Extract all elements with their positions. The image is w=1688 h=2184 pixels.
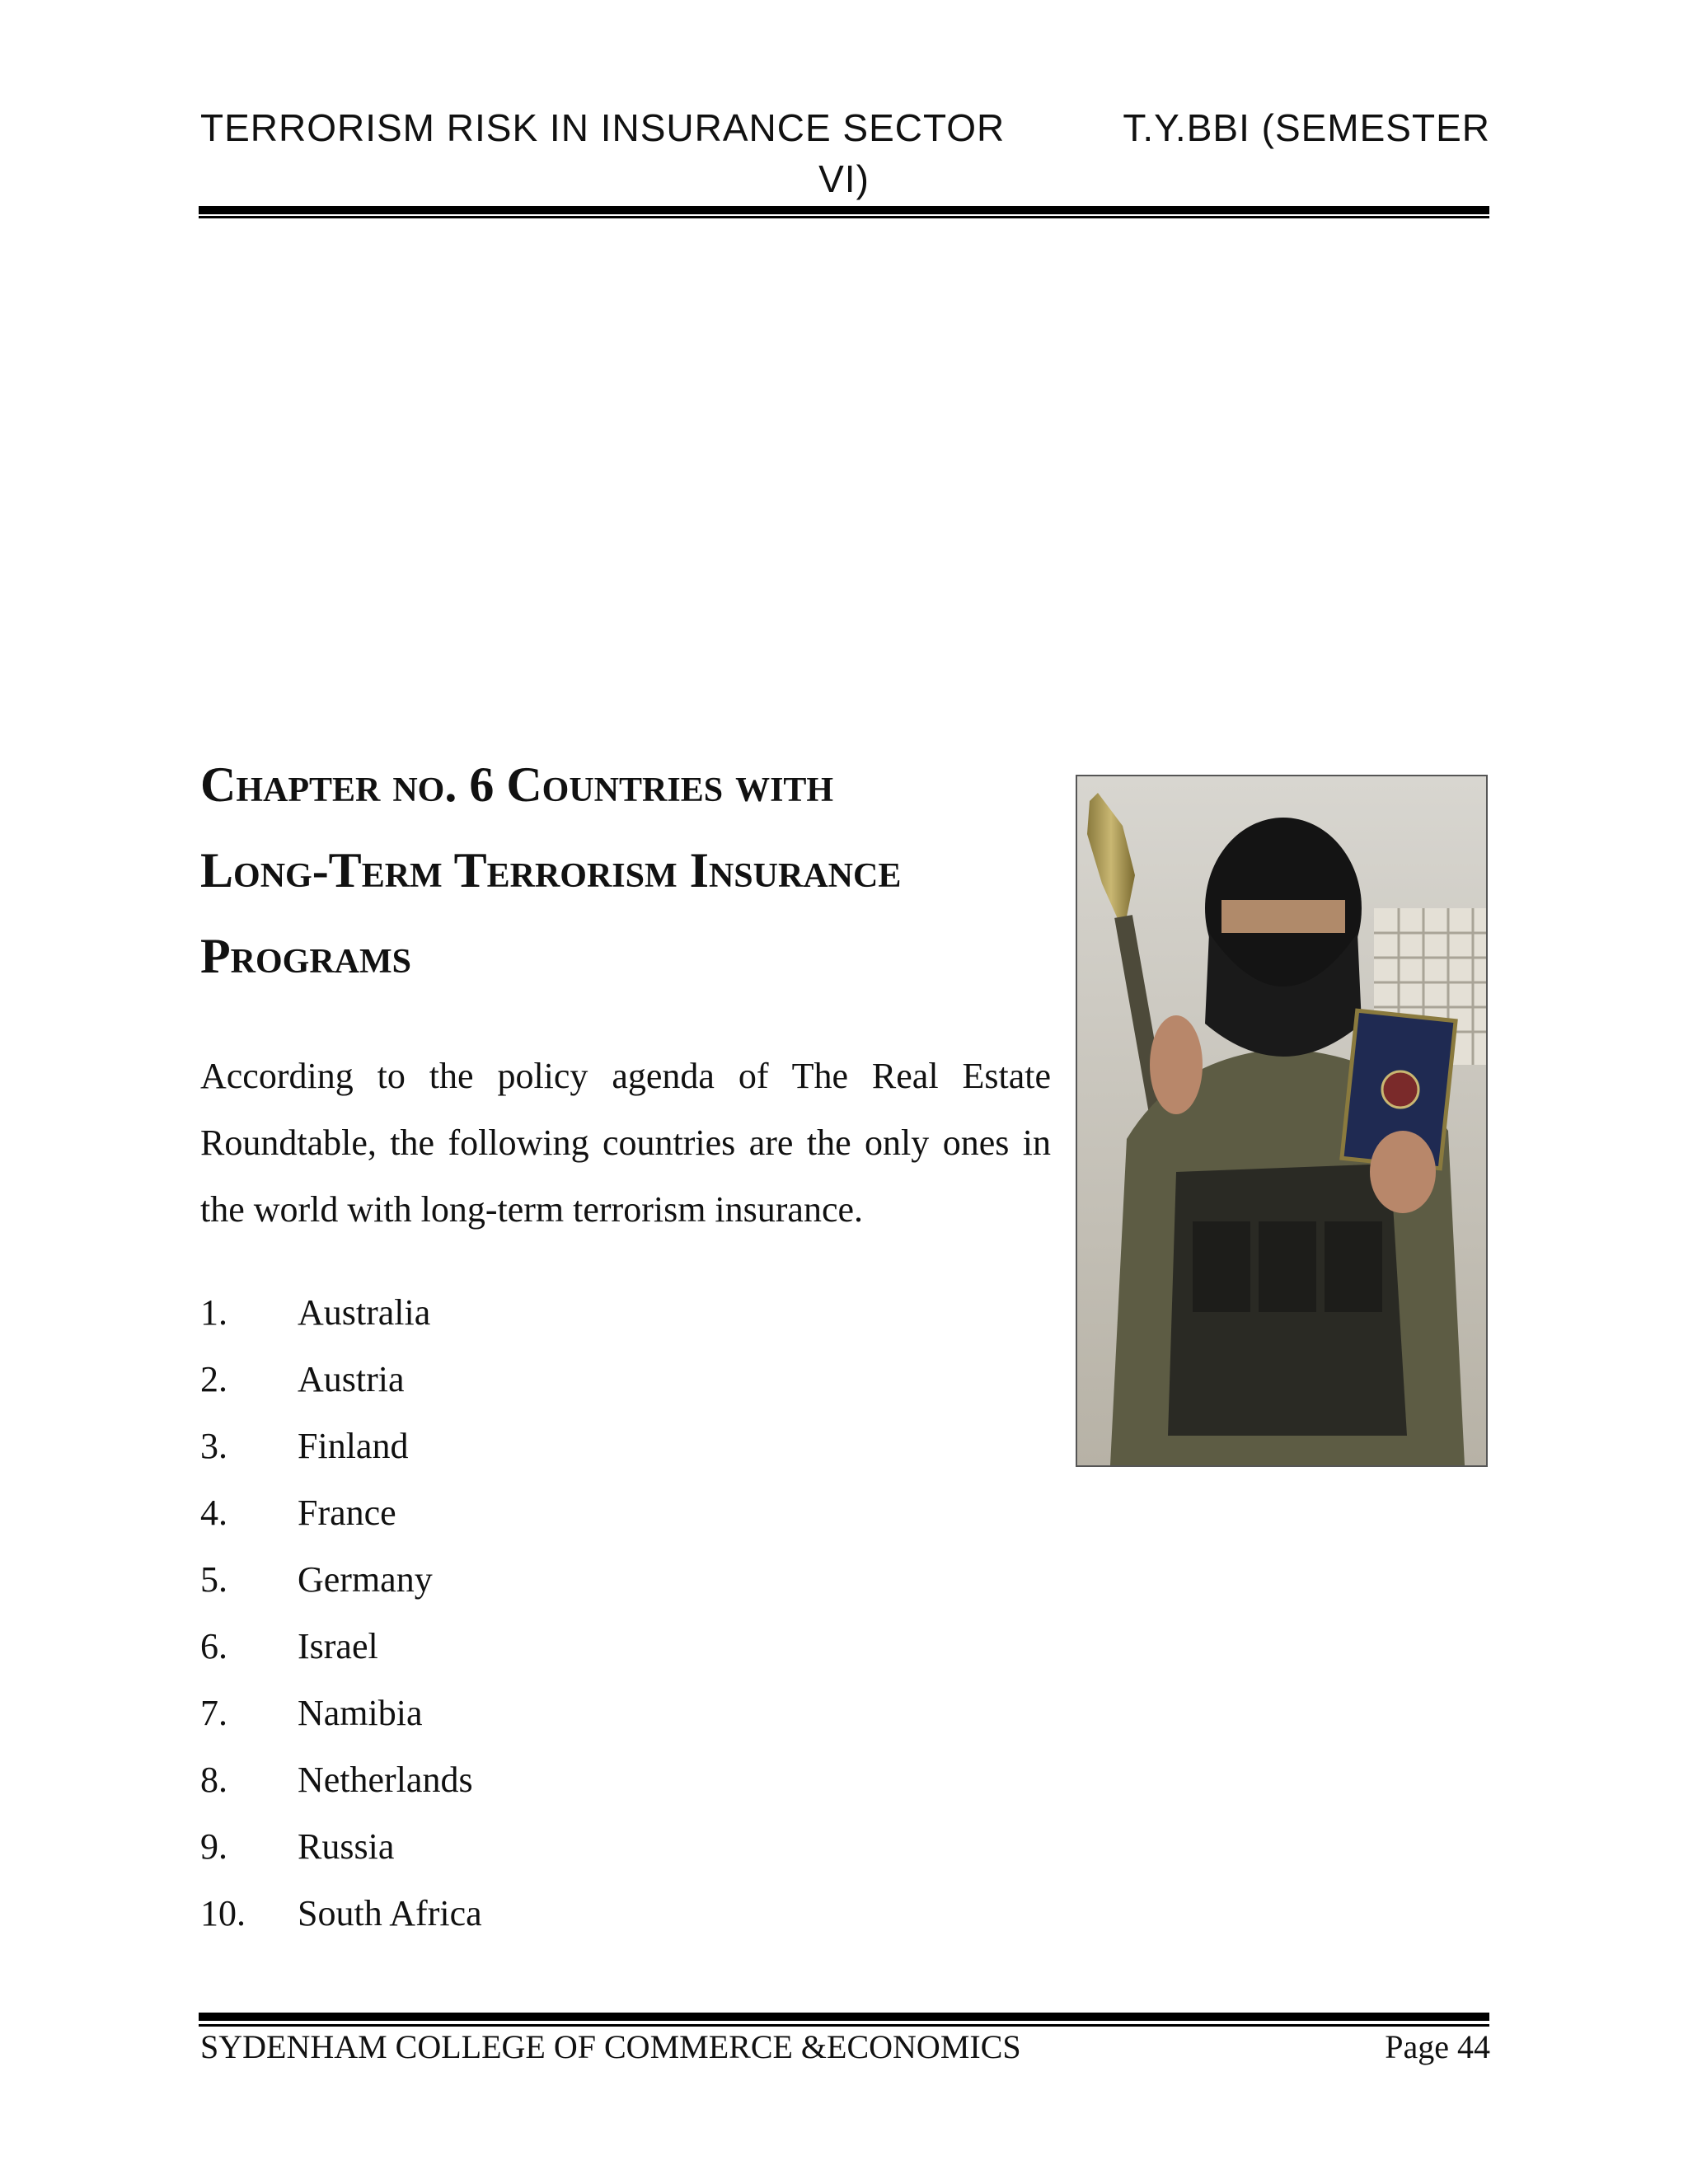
list-item [200,1813,942,1880]
chapter-heading-line-3: Programs [200,929,411,983]
chapter-heading [200,742,1051,999]
list-item-number: 3. [200,1426,227,1466]
list-item-country: Israel [298,1626,378,1666]
list-item [200,1346,942,1413]
list-item-number: 4. [200,1493,227,1533]
footer-rule-thin [199,2024,1489,2027]
footer-page-number: Page 44 [1385,2028,1490,2065]
list-item-number: 1. [200,1292,227,1333]
list-item-country: Australia [298,1292,431,1333]
list-item-country: Netherlands [298,1760,473,1800]
list-item [200,1680,942,1746]
list-item-number: 7. [200,1693,227,1733]
header-title: TERRORISM RISK IN INSURANCE SECTOR [200,106,1006,149]
list-item [200,1746,942,1813]
list-item-number: 10. [200,1893,246,1933]
photo-illustration [1077,776,1486,1465]
intro-paragraph: According to the policy agenda of The Real Estate Roundtable, the following countries are the only ones in the world with long-term terrorism insurance. [200,1056,1051,1230]
list-item [200,1613,942,1680]
list-item-number: 9. [200,1826,227,1867]
header-rule-thin [199,216,1489,218]
list-item-country: South Africa [298,1893,482,1933]
footer-college: SYDENHAM COLLEGE OF COMMERCE &ECONOMICS [200,2028,1021,2065]
list-item-country: Russia [298,1826,395,1867]
country-list [200,1279,942,1947]
list-item-number: 2. [200,1359,227,1399]
footer-rule-thick [199,2013,1489,2021]
list-item [200,1546,942,1613]
list-item-country: France [298,1493,396,1533]
header-course: T.Y.BBI (SEMESTER [1123,106,1490,149]
list-item-number: 5. [200,1559,227,1600]
list-item-country: Austria [298,1359,405,1399]
list-item [200,1880,942,1947]
list-item-country: Finland [298,1426,409,1466]
list-item [200,1479,942,1546]
chapter-heading-line-1: Chapter no. 6 Countries with [200,757,834,812]
list-item [200,1413,942,1479]
list-item-country: Germany [298,1559,433,1600]
list-item-number: 8. [200,1760,227,1800]
list-item-country: Namibia [298,1693,423,1733]
header-course-continued: VI) [818,157,870,200]
list-item-number: 6. [200,1626,227,1666]
chapter-heading-line-2: Long-Term Terrorism Insurance [200,843,902,898]
list-item [200,1279,942,1346]
chapter-photo [1076,775,1488,1467]
header-rule-thick [199,206,1489,214]
